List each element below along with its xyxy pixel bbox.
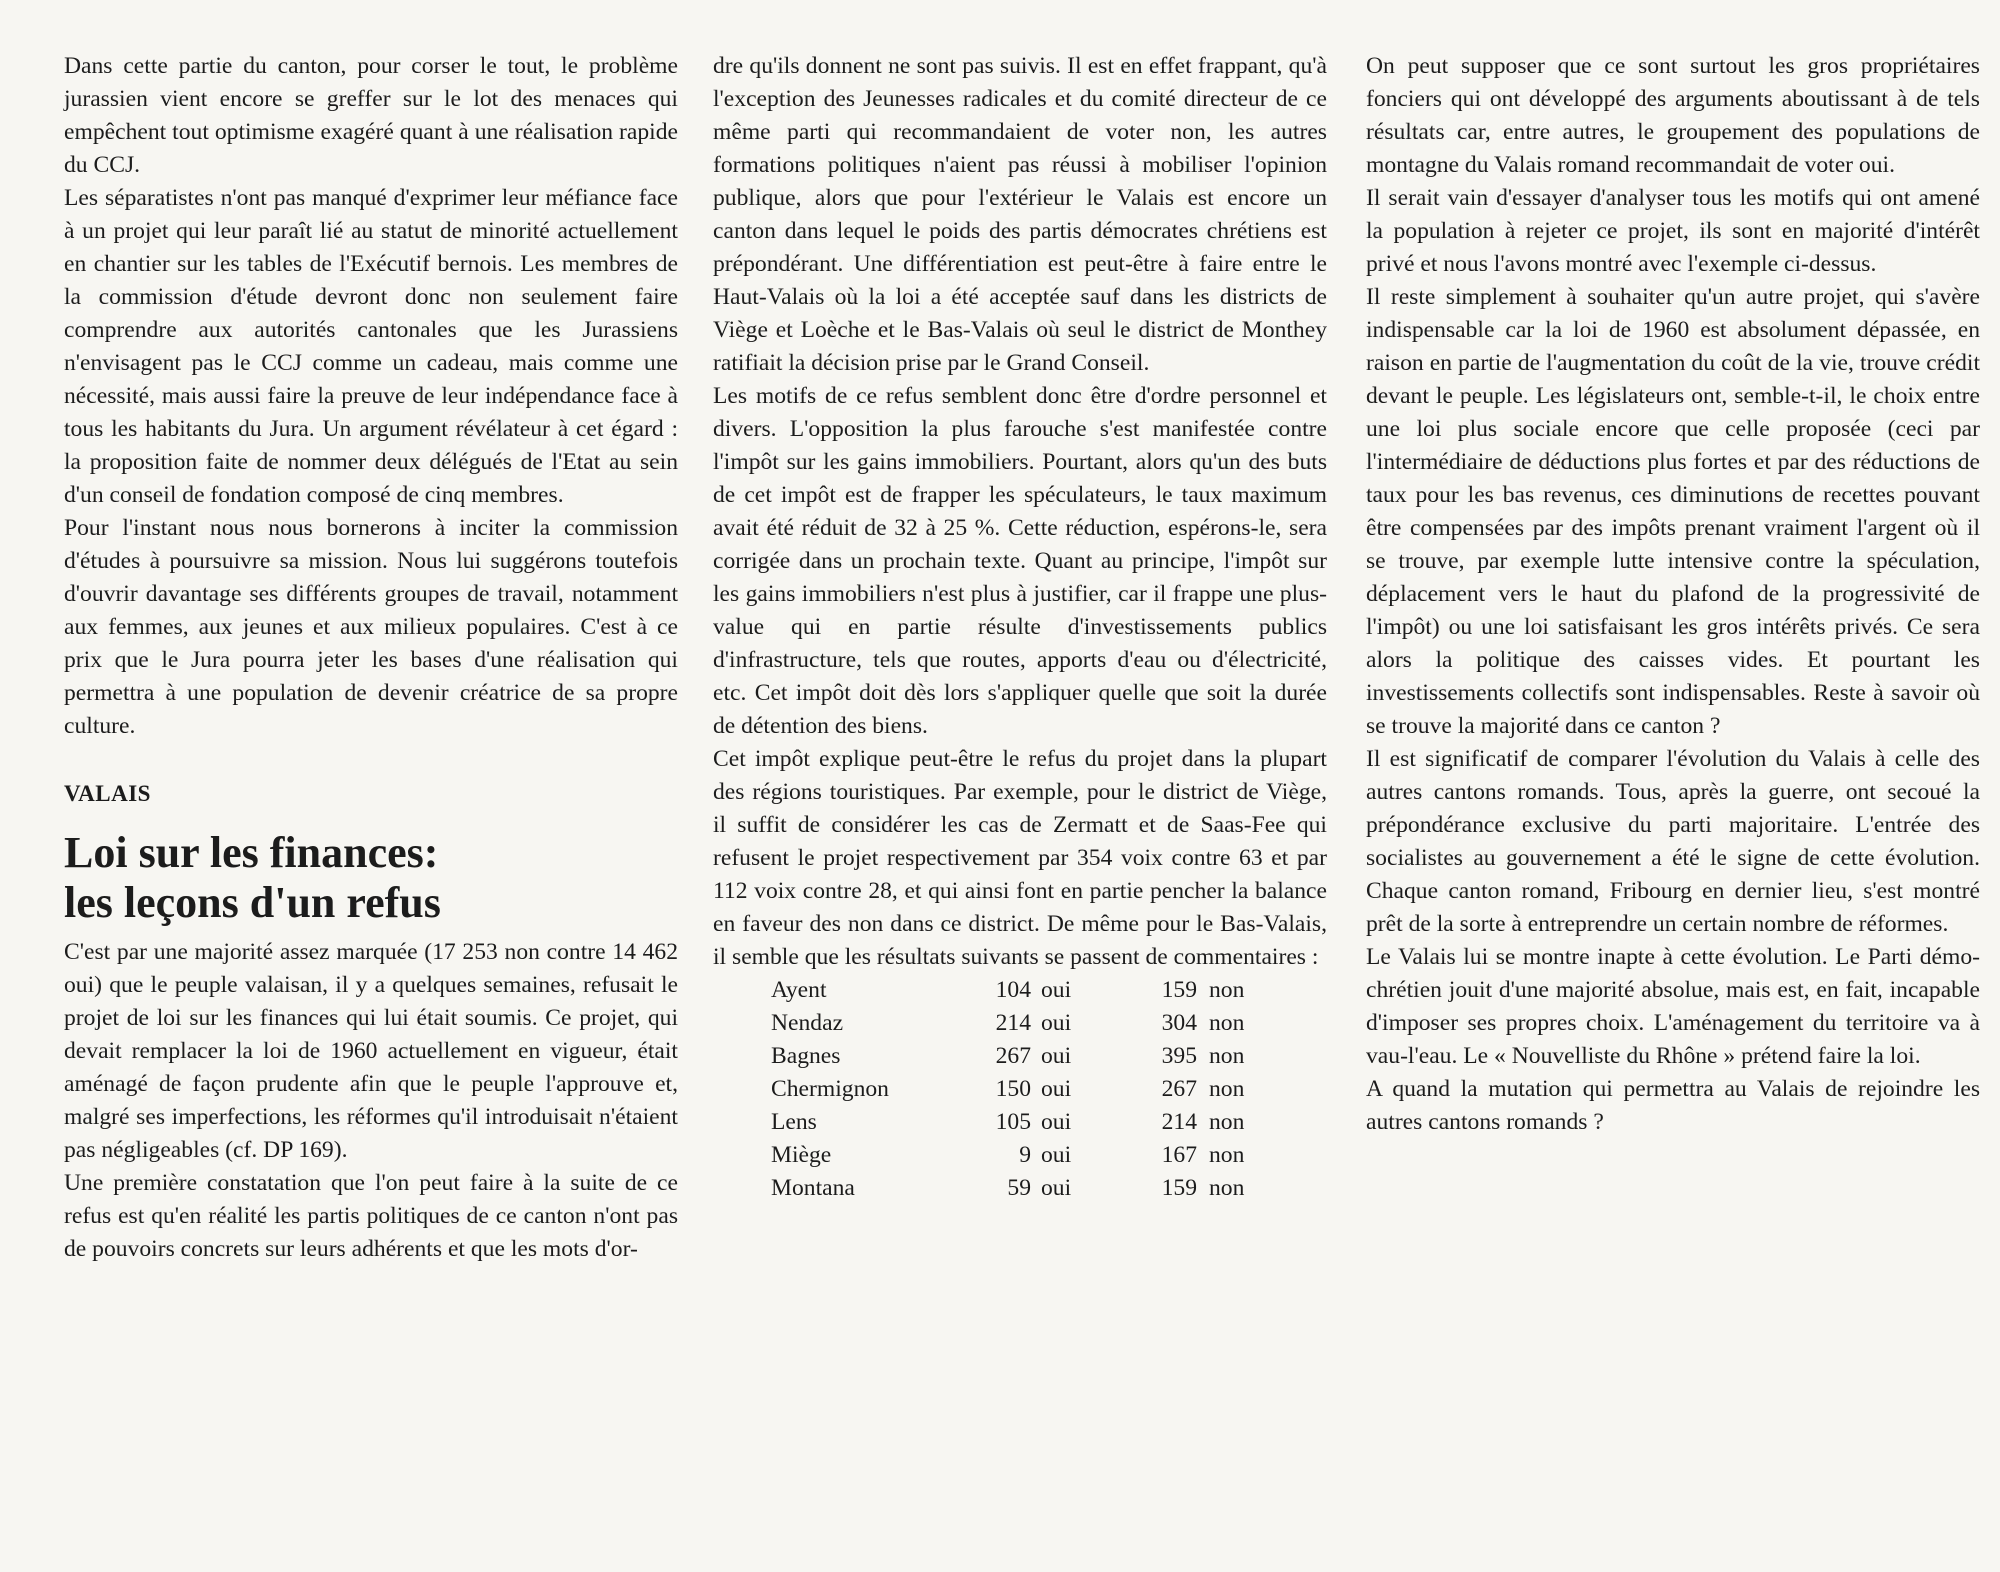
- no-count: 159: [1161, 977, 1197, 1003]
- no-count: 214: [1161, 1109, 1197, 1135]
- yes-count: 267: [995, 1043, 1031, 1069]
- yes-label: oui: [1041, 1043, 1072, 1069]
- column-right: [1366, 50, 1980, 1139]
- no-count: 304: [1161, 1010, 1197, 1036]
- paragraph: Pour l'instant nous nous bornerons à inciter la commission d'études à poursuivre sa mission. Nous lui suggérons toutefois d'ouvrir davantage ses différents groupes de travail, notamment aux femmes, aux jeunes et aux milieux populaires. C'est à ce prix que le Jura pourra jeter les bases d'une réalisation qui permettra à une population de devenir créatrice de sa propre culture.: [64, 515, 678, 739]
- yes-count: 104: [995, 977, 1031, 1003]
- town-name: Montana: [771, 1175, 855, 1201]
- headline-line-1: Loi sur les finances:: [64, 828, 439, 877]
- town-name: Miège: [771, 1142, 832, 1168]
- paragraph: Il serait vain d'essayer d'analyser tous les motifs qui ont amené la population à rejeter ce projet, ils sont en majorité d'intérêt privé et nous l'avons montré avec l'exemple ci-dessus.: [1366, 185, 1980, 277]
- table-row: [771, 1073, 1244, 1106]
- paragraph: C'est par une majorité assez marquée (17 253 non contre 14 462 oui) que le peuple valaisan, il y a quelques semaines, refusait le projet de loi sur les finances qui lui était soumis. Ce projet, qui devait remplacer la loi de 1960 actuellement en vigueur, était aménagé de façon prudente afin que le peuple l'approuve et, malgré ses imperfections, les réformes qu'il introduisait n'étaient pas négligeables (cf. DP 169).: [64, 939, 678, 1163]
- paragraph: Une première constatation que l'on peut faire à la suite de ce refus est qu'en réalité les partis politiques de ce canton n'ont pas de pouvoirs concrets sur leurs adhérents et que les mots d'or-: [64, 1170, 678, 1262]
- paragraph: Les séparatistes n'ont pas manqué d'exprimer leur méfiance face à un projet qui leur paraît lié au statut de minorité actuellement en chantier sur les tables de l'Exécutif bernois. Les membres de la commission d'étude devront donc non seulement faire comprendre aux autorités cantonales que les Jurassiens n'envisagent pas le CCJ comme un cadeau, mais comme une nécessité, mais aussi faire la preuve de leur indépendance face à tous les habitants du Jura. Un argument révélateur à cet égard : la proposition faite de nommer deux délégués de l'Etat au sein d'un conseil de fondation composé de cinq membres.: [64, 185, 678, 508]
- paragraph: On peut supposer que ce sont surtout les gros propriétaires fonciers qui ont développé des arguments aboutissant à de tels résultats car, entre autres, le groupement des populations de montagne du Valais romand recommandait de voter oui.: [1366, 53, 1980, 178]
- yes-count: 9: [1019, 1142, 1031, 1168]
- yes-count: 59: [1007, 1175, 1031, 1201]
- no-label: non: [1209, 1109, 1245, 1135]
- town-name: Bagnes: [771, 1043, 841, 1069]
- article-headline: [64, 828, 678, 928]
- yes-label: oui: [1041, 1175, 1072, 1201]
- no-label: non: [1209, 977, 1245, 1003]
- table-row: [771, 974, 1244, 1007]
- yes-count: 150: [995, 1076, 1031, 1102]
- no-label: non: [1209, 1010, 1245, 1036]
- town-name: Lens: [771, 1109, 817, 1135]
- yes-label: oui: [1041, 977, 1072, 1003]
- paragraph: Le Valais lui se montre inapte à cette évolution. Le Parti démo-chrétien jouit d'une majorité absolue, mais est, en fait, incapable d'imposer ses propres choix. L'aménagement du territoire va à vau-l'eau. Le « Nouvelliste du Rhône » prétend faire la loi.: [1366, 944, 1980, 1069]
- column-middle: [713, 50, 1327, 1205]
- yes-label: oui: [1041, 1142, 1072, 1168]
- paragraph: A quand la mutation qui permettra au Valais de rejoindre les autres cantons romands ?: [1366, 1076, 1980, 1135]
- town-name: Nendaz: [771, 1010, 844, 1036]
- paragraph: Cet impôt explique peut-être le refus du projet dans la plupart des régions touristiques. Par exemple, pour le district de Viège, il suffit de considérer les cas de Zermatt et de Saas-Fee qui refusent le projet respectivement par 354 voix contre 63 et par 112 voix contre 28, et qui ainsi font en partie pencher la balance en faveur des non dans ce district. De même pour le Bas-Valais, il semble que les résultats suivants se passent de commentaires :: [713, 746, 1327, 970]
- paragraph: Les motifs de ce refus semblent donc être d'ordre personnel et divers. L'opposition la plus farouche s'est manifestée contre l'impôt sur les gains immobiliers. Pourtant, alors qu'un des buts de cet impôt est de frapper les spéculateurs, le taux maximum avait été réduit de 32 à 25 %. Cette réduction, espérons-le, sera corrigée dans un prochain texte. Quant au principe, l'impôt sur les gains immobiliers n'est plus à justifier, car il frappe une plus-value qui en partie résulte d'investissements publics d'infrastructure, tels que routes, apports d'eau ou d'électricité, etc. Cet impôt doit dès lors s'appliquer quelle que soit la durée de détention des biens.: [713, 383, 1327, 739]
- town-name: Chermignon: [771, 1076, 889, 1102]
- yes-count: 214: [995, 1010, 1031, 1036]
- paragraph: Il est significatif de comparer l'évolution du Valais à celle des autres cantons romands. Tous, après la guerre, ont secoué la prépondérance exclusive du parti majoritaire. L'entrée des socialistes au gouvernement a été le signe de cette évolution. Chaque canton romand, Fribourg en dernier lieu, s'est montré prêt de la sorte à entreprendre un certain nombre de réformes.: [1366, 746, 1980, 937]
- paragraph: Il reste simplement à souhaiter qu'un autre projet, qui s'avère indispensable car la loi de 1960 est absolument dépassée, en raison en partie de l'augmentation du coût de la vie, trouve crédit devant le peuple. Les législateurs ont, semble-t-il, le choix entre une loi plus sociale encore que celle proposée (ceci par l'intermédiaire de déductions plus fortes et par des réductions de taux pour les bas revenus, ces diminutions de recettes pouvant être compensées par des impôts prenant vraiment l'argent où il se trouve, par exemple lutte intensive contre la spéculation, déplacement vers le haut du plafond de la progressivité de l'impôt) ou une loi satisfaisant les gros intérêts privés. Ce sera alors la politique des caisses vides. Et pourtant les investissements collectifs sont indispensables. Reste à savoir où se trouve la majorité dans ce canton ?: [1366, 284, 1980, 739]
- town-name: Ayent: [771, 977, 827, 1003]
- yes-label: oui: [1041, 1076, 1072, 1102]
- no-label: non: [1209, 1142, 1245, 1168]
- yes-label: oui: [1041, 1109, 1072, 1135]
- no-label: non: [1209, 1043, 1245, 1069]
- no-count: 167: [1161, 1142, 1197, 1168]
- no-label: non: [1209, 1175, 1245, 1201]
- table-row: [771, 1040, 1244, 1073]
- table-row: [771, 1139, 1244, 1172]
- table-row: [771, 1007, 1244, 1040]
- column-left: [64, 50, 678, 1266]
- paragraph: Dans cette partie du canton, pour corser le tout, le problème jurassien vient encore se greffer sur le lot des menaces qui empêchent tout optimisme exagéré quant à une réalisation rapide du CCJ.: [64, 53, 678, 178]
- yes-count: 105: [995, 1109, 1031, 1135]
- no-label: non: [1209, 1076, 1245, 1102]
- table-row: [771, 1172, 1244, 1205]
- headline-line-2: les leçons d'un refus: [64, 878, 441, 927]
- no-count: 267: [1161, 1076, 1197, 1102]
- vote-results-table: [771, 974, 1244, 1205]
- no-count: 395: [1161, 1043, 1197, 1069]
- table-row: [771, 1106, 1244, 1139]
- paragraph: dre qu'ils donnent ne sont pas suivis. Il est en effet frappant, qu'à l'exception des Jeunesses radicales et du comité directeur de ce même parti qui recommandaient de voter non, les autres formations politiques n'aient pas réussi à mobiliser l'opinion publique, alors que pour l'extérieur le Valais est encore un canton dans lequel le poids des partis démocrates chrétiens est prépondérant. Une différentiation est peut-être à faire entre le Haut-Valais où la loi a été acceptée sauf dans les districts de Viège et Loèche et le Bas-Valais où seul le district de Monthey ratifiait la décision prise par le Grand Conseil.: [713, 53, 1327, 376]
- section-label: VALAIS: [64, 781, 151, 806]
- yes-label: oui: [1041, 1010, 1072, 1036]
- no-count: 159: [1161, 1175, 1197, 1201]
